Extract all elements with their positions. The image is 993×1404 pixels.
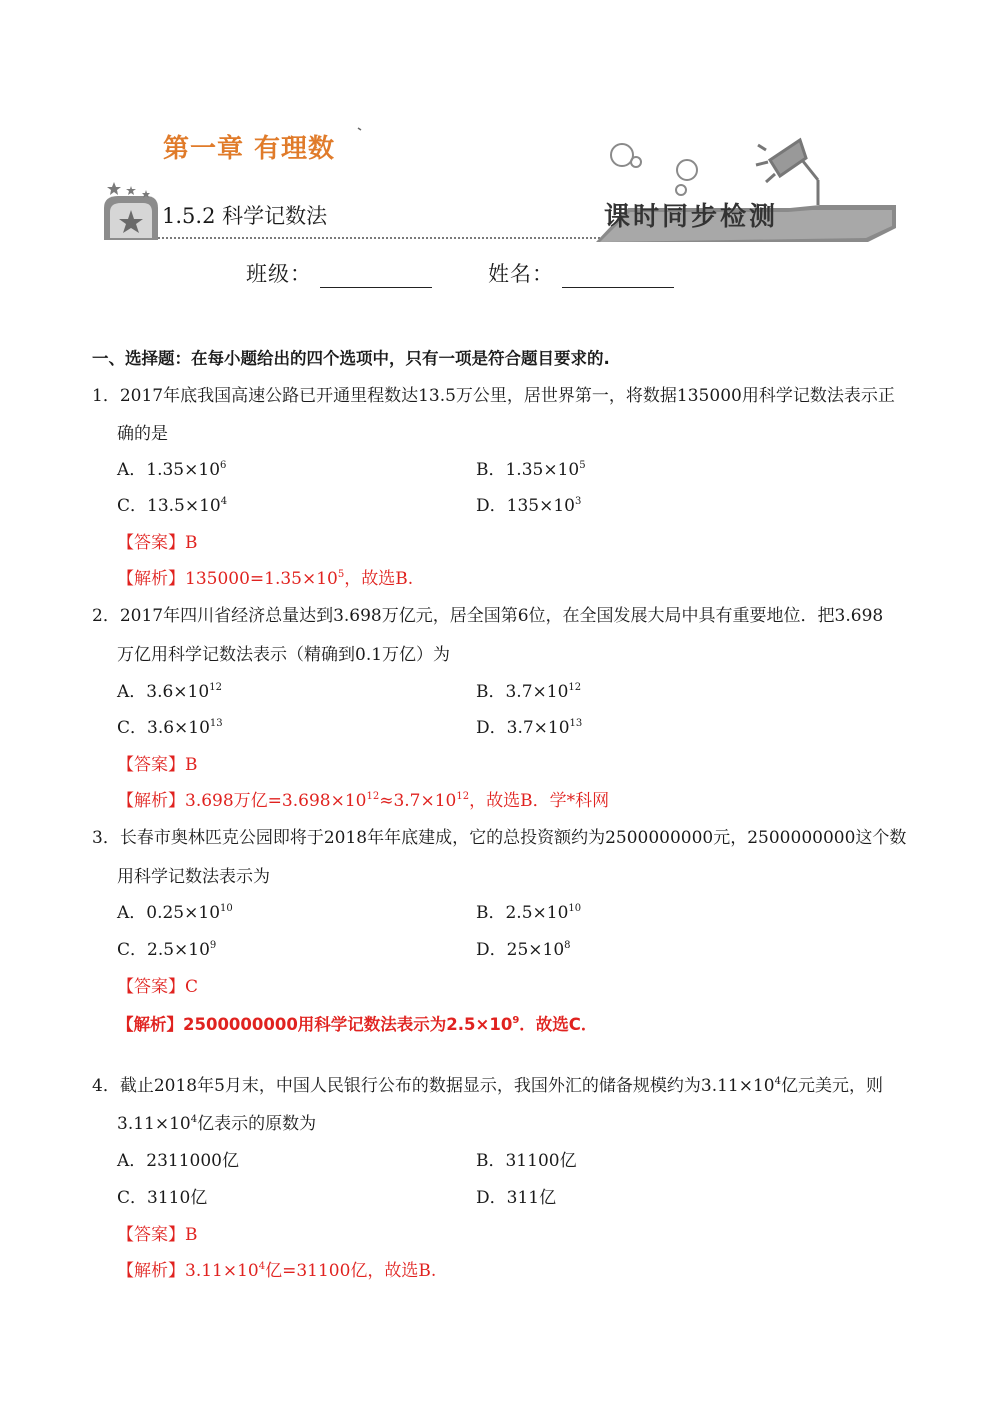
q2-option-c: C．$3.6\times 10^{13}$ — [117, 718, 223, 738]
banner-label: 课时同步检测 — [604, 202, 779, 232]
q3-option-d: D．$25\times 10^8$ — [476, 940, 571, 960]
bubble-icons — [611, 144, 697, 195]
class-field[interactable] — [246, 258, 432, 288]
q4-stem-line1: 4．截止2018年5月末，中国人民银行公布的数据显示，我国外汇的储备规模约为$3.11\times 10^4$亿元美元，则 — [92, 1076, 883, 1096]
q4-stem-line2: $3.11\times 10^4$亿表示的原数为 — [117, 1114, 317, 1134]
q1-option-a: A．$1.35\times 10^6$ — [117, 460, 227, 480]
q1-option-b: B．$1.35\times 10^5$ — [476, 460, 586, 480]
q2-stem-line1: 2．2017年四川省经济总量达到3.698万亿元，居全国第6位，在全国发展大局中具有重要地位．把3.698 — [92, 606, 884, 626]
q3-stem-line1: 3．长春市奥林匹克公园即将于2018年年底建成，它的总投资额约为2500000000元，2500000000这个数 — [92, 828, 907, 848]
section-heading: 一、选择题：在每小题给出的四个选项中，只有一项是符合题目要求的. — [92, 349, 610, 368]
q4-option-c: C．3110亿 — [117, 1188, 208, 1208]
name-blank[interactable] — [562, 267, 674, 288]
q3-option-c: C．$2.5\times 10^9$ — [117, 940, 217, 960]
q4-answer: 【答案】B — [117, 1225, 198, 1245]
q2-stem-line2: 万亿用科学记数法表示（精确到0.1万亿）为 — [117, 645, 451, 665]
q1-option-c: C．$13.5\times 10^4$ — [117, 496, 228, 516]
q1-answer: 【答案】B — [117, 533, 198, 553]
section-title: 1.5.2 科学记数法 — [162, 204, 328, 228]
class-label: 班级： — [246, 262, 312, 286]
name-field[interactable] — [488, 258, 674, 288]
q3-option-a: A．$0.25\times 10^{10}$ — [117, 903, 233, 923]
q3-option-b: B．$2.5\times 10^{10}$ — [476, 903, 582, 923]
q1-option-d: D．$135\times 10^3$ — [476, 496, 582, 516]
q3-explanation: 【解析】2500000000用科学记数法表示为$2.5\times 10^9$．故选C． — [117, 1015, 598, 1034]
chapter-title: 第一章 有理数 — [163, 134, 336, 164]
header-banner-graphic — [0, 0, 993, 250]
q3-answer: 【答案】C — [117, 977, 199, 997]
star-badge-icon — [104, 182, 158, 240]
q3-stem-line2: 用科学记数法表示为 — [117, 867, 270, 887]
q2-option-d: D．$3.7\times 10^{13}$ — [476, 718, 583, 738]
q4-option-d: D．311亿 — [476, 1188, 557, 1208]
q1-stem-line2: 确的是 — [117, 424, 168, 444]
q2-option-b: B．$3.7\times 10^{12}$ — [476, 682, 582, 702]
name-label: 姓名： — [488, 262, 554, 286]
q4-explanation: 【解析】$3.11\times 10^4$亿=31100亿，故选B. — [117, 1261, 437, 1281]
q1-explanation: 【解析】$135000=1.35\times 10^5$，故选B. — [117, 569, 414, 589]
class-blank[interactable] — [320, 267, 432, 288]
q1-stem-line1: 1．2017年底我国高速公路已开通里程数达13.5万公里，居世界第一，将数据135000用科学记数法表示正 — [92, 386, 895, 406]
q4-option-a: A．2311000亿 — [117, 1151, 239, 1171]
q4-option-b: B．31100亿 — [476, 1151, 577, 1171]
q2-explanation: 【解析】3.698万亿$=3.698\times 10^{12}\approx 3.7\times 10^{12}$，故选B．学*科网 — [117, 791, 610, 811]
q2-option-a: A．$3.6\times 10^{12}$ — [117, 682, 222, 702]
q2-answer: 【答案】B — [117, 755, 198, 775]
